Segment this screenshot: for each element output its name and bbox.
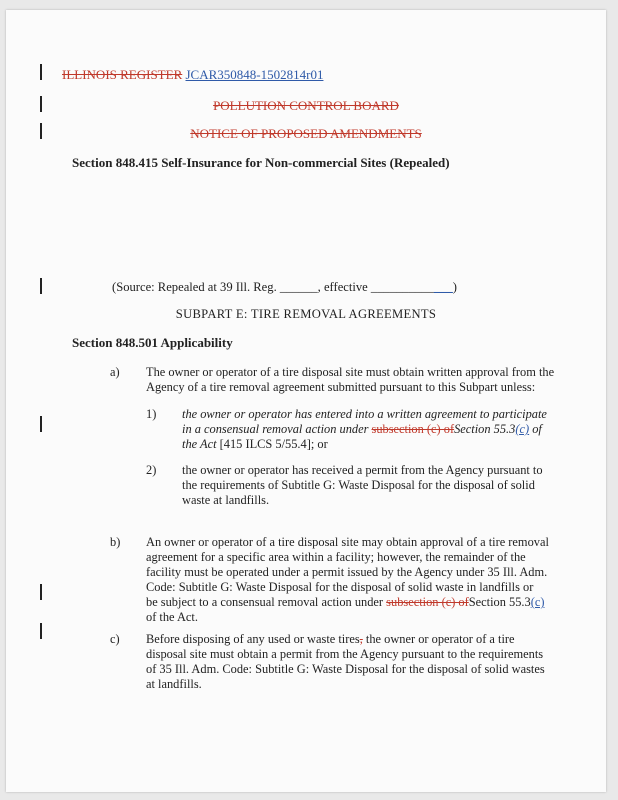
subpart-heading: SUBPART E: TIRE REMOVAL AGREEMENTS — [175, 307, 437, 321]
section-501-title: Section 848.501 Applicability — [72, 335, 233, 350]
subsection-b-text — [146, 535, 549, 625]
text-line: the owner or operator has received a permit from the Agency pursuant to — [182, 463, 543, 477]
change-bar — [40, 64, 42, 80]
source-mid: , effective — [317, 280, 371, 294]
struck-text: subsection (c) of — [386, 595, 469, 609]
document-page — [6, 10, 606, 792]
item-a1-label: 1) — [146, 407, 157, 421]
struck-text: , — [359, 632, 363, 646]
text-line: An owner or operator of a tire disposal site may obtain approval of a tire removal — [146, 535, 549, 549]
text-line: The owner or operator of a tire disposal site must obtain written approval from the — [146, 365, 555, 379]
subsection-c-text — [146, 632, 545, 692]
source-suffix: ) — [452, 280, 457, 294]
register-struck-text: ILLINOIS REGISTER — [62, 67, 183, 82]
item-a2-label: 2) — [146, 463, 157, 477]
text-segment: Section 55.3 — [454, 422, 516, 436]
register-id: JCAR350848-1502814r01 — [185, 67, 324, 82]
item-a2-text — [182, 463, 543, 508]
text-segment: be subject to a consensual removal action under — [146, 595, 387, 609]
text-segment: Before disposing of any used or waste tires — [146, 632, 360, 646]
text-line: of 35 Ill. Adm. Code: Subtitle G: Waste Disposal for the disposal of solid wastes — [146, 662, 545, 676]
inserted-text: (c) — [515, 422, 530, 436]
text-segment: the owner or operator of a tire — [362, 632, 515, 646]
text-line: waste at landfills. — [182, 493, 270, 507]
source-prefix: (Source: Repealed at 39 Ill. Reg. — [112, 280, 280, 294]
subsection-a-label: a) — [110, 365, 120, 379]
inserted-text: (c) — [530, 595, 545, 609]
source-blank: ______ — [279, 280, 318, 294]
change-bar — [40, 584, 42, 600]
text-line: the requirements of Subtitle G: Waste Disposal for the disposal of solid — [182, 478, 535, 492]
source-blank-inserted: ___ — [433, 280, 453, 294]
change-bar — [40, 623, 42, 639]
section-415-title: Section 848.415 Self-Insurance for Non-commercial Sites (Repealed) — [72, 155, 450, 170]
text-segment: Section 55.3 — [468, 595, 531, 609]
text-segment: of — [529, 422, 542, 436]
text-line: in a consensual removal action under — [182, 422, 372, 436]
subsection-b-label: b) — [110, 535, 121, 549]
struck-text: subsection (c) of — [371, 422, 455, 436]
source-blank: __________ — [370, 280, 434, 294]
text-line: Code: Subtitle G: Waste Disposal for the disposal of solid waste in landfills or — [146, 580, 534, 594]
text-segment: [415 ILCS 5/55.4]; or — [216, 437, 328, 451]
board-heading: POLLUTION CONTROL BOARD — [213, 98, 399, 113]
text-line: disposal site must obtain a permit from the Agency pursuant to the requirements — [146, 647, 544, 661]
source-note — [112, 280, 457, 295]
subsection-c-label: c) — [110, 632, 120, 646]
text-line: facility must be operated under a permit issued by the Agency under 35 Ill. Adm. — [146, 565, 548, 579]
text-line: agreement for a specific area within a facility; however, the remainder of the — [146, 550, 526, 564]
text-line: of the Act. — [146, 610, 198, 624]
text-segment: the Act — [182, 437, 217, 451]
text-line: the owner or operator has entered into a written agreement to participate — [182, 407, 547, 421]
text-line: Agency of a tire removal agreement submitted pursuant to this Subpart unless: — [146, 380, 536, 394]
notice-heading: NOTICE OF PROPOSED AMENDMENTS — [190, 126, 422, 141]
register-header — [62, 67, 323, 83]
change-bar — [40, 416, 42, 432]
change-bar — [40, 278, 42, 294]
subsection-a-text — [146, 365, 554, 395]
text-line: at landfills. — [146, 677, 202, 691]
item-a1-text — [182, 407, 547, 452]
